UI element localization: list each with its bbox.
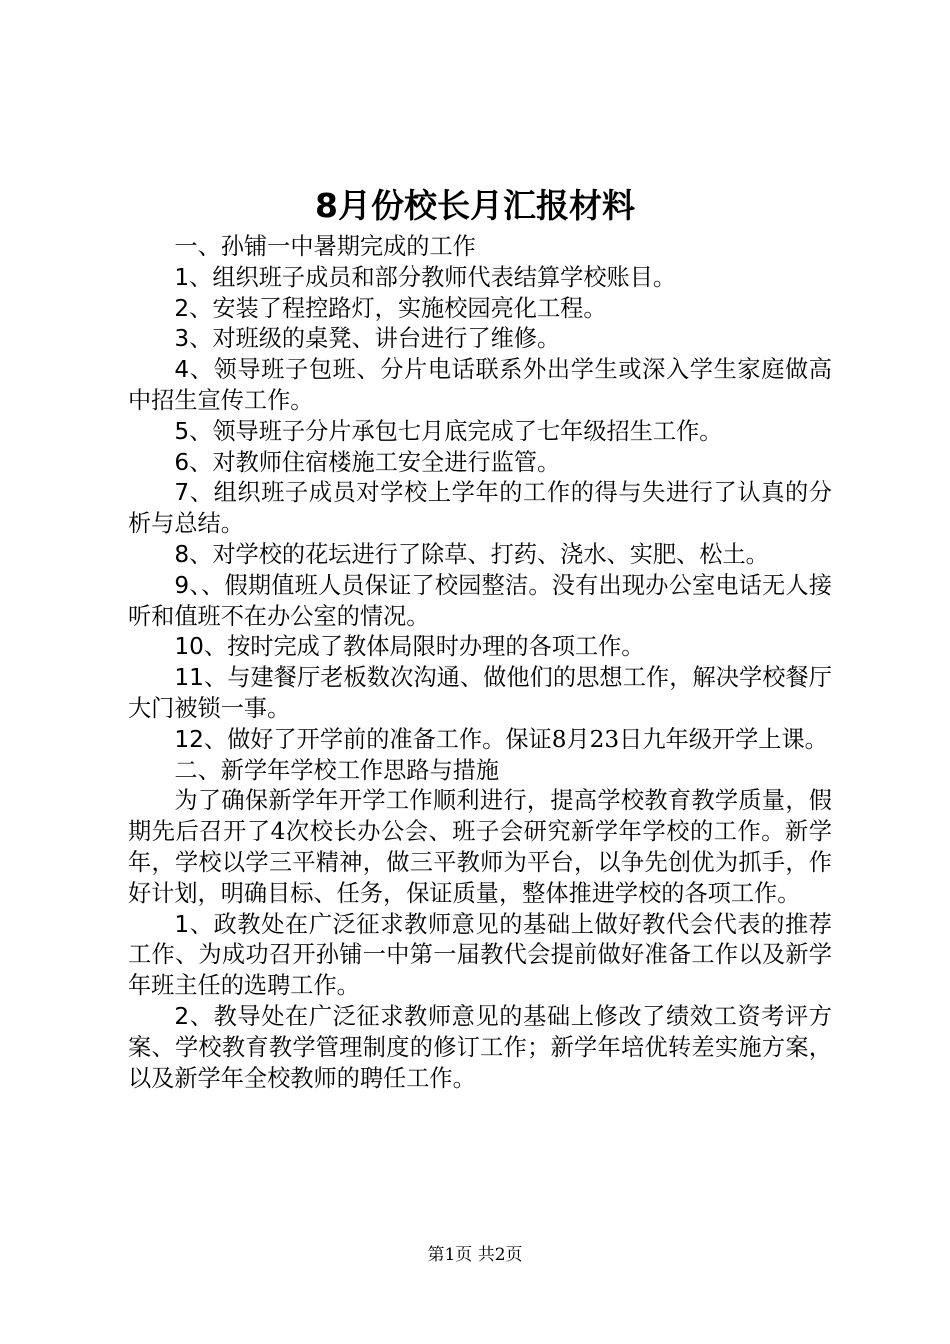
list-item: 1、组织班子成员和部分教师代表结算学校账目。 [174, 263, 677, 291]
list-item: 9、、假期值班人员保证了校园整洁。没有出现办公室电话无人接听和值班不在办公室的情况。 [128, 571, 832, 630]
list-item: 3、对班级的桌凳、讲台进行了维修。 [174, 325, 561, 353]
section-heading-2: 二、新学年学校工作思路与措施 [174, 756, 500, 784]
list-item: 2、安装了程控路灯，实施校园亮化工程。 [174, 294, 607, 322]
list-item: 8、对学校的花坛进行了除草、打药、浇水、实肥、松土。 [174, 540, 769, 568]
document-body [128, 232, 832, 1094]
section-heading-1: 一、孙铺一中暑期完成的工作 [174, 233, 476, 260]
list-item: 10、按时完成了教体局限时办理的各项工作。 [174, 633, 645, 661]
list-item: 5、领导班子分片承包七月底完成了七年级招生工作。 [174, 417, 723, 445]
list-item: 12、做好了开学前的准备工作。保证8月23日九年级开学上课。 [174, 725, 828, 753]
list-item: 1、政教处在广泛征求教师意见的基础上做好教代会代表的推荐工作、为成功召开孙铺一中第一届教代会提前做好准备工作以及新学年班主任的选聘工作。 [128, 910, 832, 1000]
list-item: 4、领导班子包班、分片电话联系外出学生或深入学生家庭做高中招生宣传工作。 [128, 356, 832, 414]
list-item: 6、对教师住宿楼施工安全进行监管。 [174, 448, 561, 476]
document-title: 8月份校长月汇报材料 [315, 186, 635, 225]
intro-paragraph: 为了确保新学年开学工作顺利进行，提高学校教育教学质量，假期先后召开了4次校长办公会、班子会研究新学年学校的工作。新学年，学校以学三平精神，做三平教师为平台，以争先创优为抓手，作好计划，明确目标、任务，保证质量，整体推进学校的各项工作。 [128, 787, 832, 907]
page-number-footer: 第1页 共2页 [427, 1245, 523, 1265]
list-item: 11、与建餐厅老板数次沟通、做他们的思想工作，解决学校餐厅大门被锁一事。 [128, 664, 832, 722]
list-item: 7、组织班子成员对学校上学年的工作的得与失进行了认真的分析与总结。 [128, 479, 832, 538]
list-item: 2、教导处在广泛征求教师意见的基础上修改了绩效工资考评方案、学校教育教学管理制度的修订工作；新学年培优转差实施方案，以及新学年全校教师的聘任工作。 [128, 1002, 832, 1092]
